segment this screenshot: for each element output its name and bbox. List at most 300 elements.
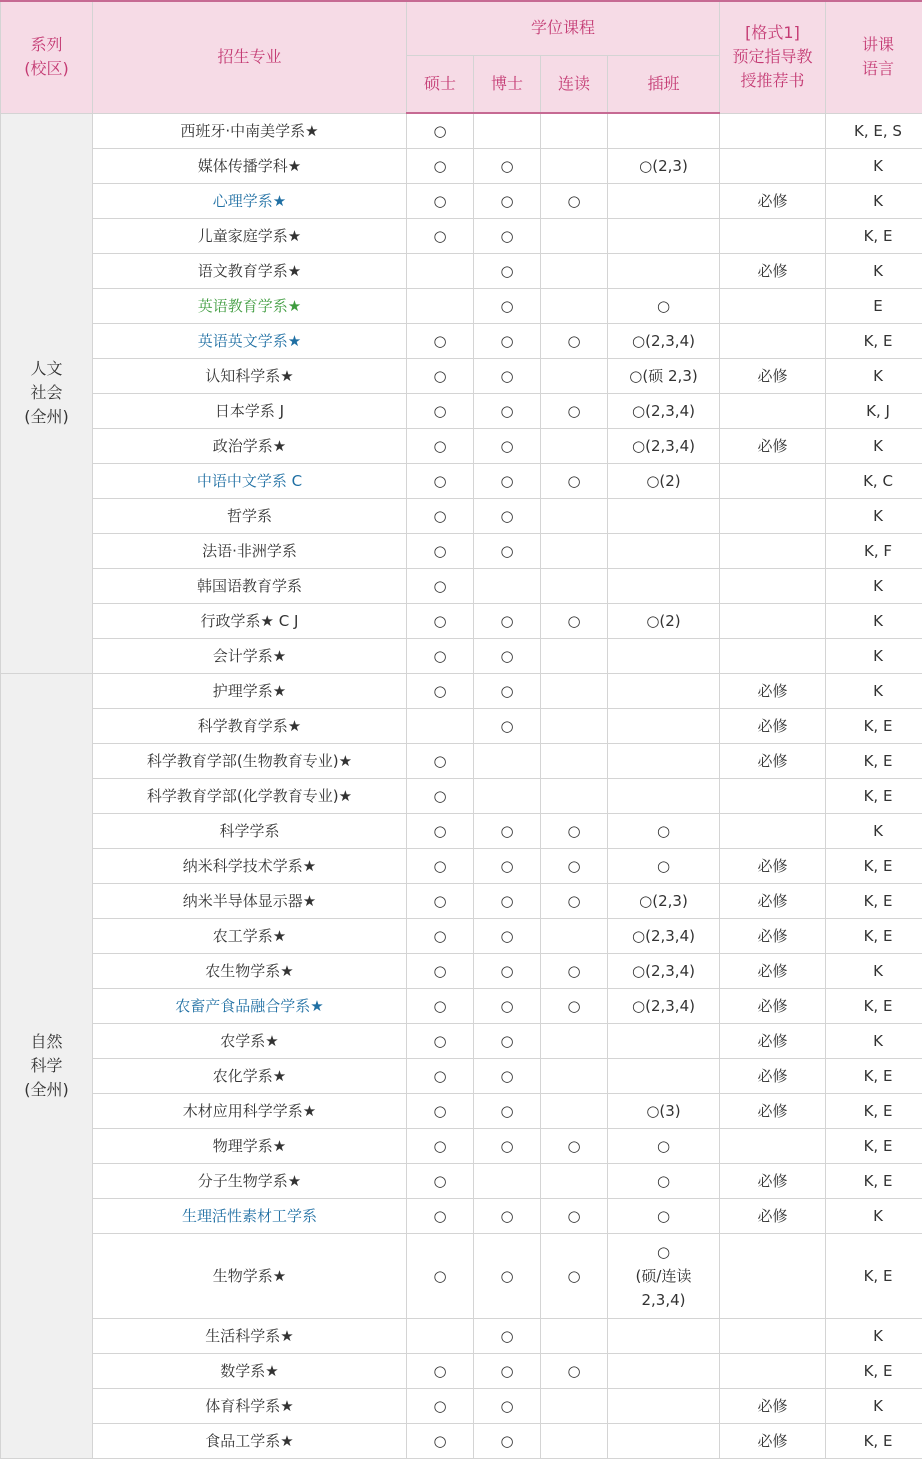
cell-phd: ○ [474, 218, 541, 253]
table-row [1, 778, 922, 813]
cell-master: ○ [407, 463, 474, 498]
cell-transfer [608, 1318, 720, 1353]
table-row [1, 358, 922, 393]
cell-master [407, 1318, 474, 1353]
cell-combined: ○ [541, 1198, 608, 1233]
major-name: 分子生物学系★ [93, 1163, 407, 1198]
cell-transfer [608, 533, 720, 568]
cell-combined [541, 533, 608, 568]
cell-language: K [826, 1198, 922, 1233]
table-row [1, 1058, 922, 1093]
cell-master [407, 708, 474, 743]
table-row [1, 1128, 922, 1163]
cell-phd: ○ [474, 1023, 541, 1058]
cell-master: ○ [407, 848, 474, 883]
cell-master: ○ [407, 673, 474, 708]
major-name: 纳米半导体显示器★ [93, 883, 407, 918]
cell-advisor [720, 533, 826, 568]
cell-language: K [826, 358, 922, 393]
cell-phd [474, 743, 541, 778]
major-name: 科学教育学系★ [93, 708, 407, 743]
cell-master: ○ [407, 568, 474, 603]
major-name: 中语中文学系 C [93, 463, 407, 498]
cell-language: K, C [826, 463, 922, 498]
cell-combined: ○ [541, 1233, 608, 1318]
cell-transfer: ○ [608, 1128, 720, 1163]
cell-advisor: 必修 [720, 673, 826, 708]
cell-combined: ○ [541, 1128, 608, 1163]
header-major: 招生专业 [93, 1, 407, 113]
cell-language: E [826, 288, 922, 323]
cell-advisor [720, 1318, 826, 1353]
cell-advisor: 必修 [720, 883, 826, 918]
cell-transfer [608, 1388, 720, 1423]
cell-master: ○ [407, 393, 474, 428]
table-row [1, 813, 922, 848]
cell-phd: ○ [474, 393, 541, 428]
cell-transfer: ○(2,3,4) [608, 393, 720, 428]
cell-phd: ○ [474, 1058, 541, 1093]
table-row [1, 918, 922, 953]
cell-master: ○ [407, 428, 474, 463]
major-name: 行政学系★ C J [93, 603, 407, 638]
cell-combined [541, 568, 608, 603]
cell-language: K, E [826, 218, 922, 253]
table-row [1, 638, 922, 673]
cell-combined [541, 218, 608, 253]
group-label-line: 人文 [1, 357, 92, 381]
cell-language: K, E [826, 1128, 922, 1163]
cell-transfer [608, 673, 720, 708]
cell-transfer: ○ [608, 1198, 720, 1233]
cell-master: ○ [407, 533, 474, 568]
cell-language: K [826, 253, 922, 288]
cell-transfer [608, 498, 720, 533]
cell-language: K, J [826, 393, 922, 428]
cell-phd: ○ [474, 1198, 541, 1233]
cell-language: K, E, S [826, 113, 922, 148]
table-row [1, 218, 922, 253]
cell-master: ○ [407, 218, 474, 253]
header-master: 硕士 [407, 55, 474, 113]
table-row [1, 463, 922, 498]
major-name: 护理学系★ [93, 673, 407, 708]
cell-phd: ○ [474, 1128, 541, 1163]
cell-combined [541, 1023, 608, 1058]
cell-transfer: ○(2,3,4) [608, 428, 720, 463]
table-row [1, 1198, 922, 1233]
table-row [1, 253, 922, 288]
major-name: 儿童家庭学系★ [93, 218, 407, 253]
cell-master: ○ [407, 988, 474, 1023]
cell-language: K, E [826, 988, 922, 1023]
cell-transfer [608, 1023, 720, 1058]
table-row [1, 533, 922, 568]
cell-transfer [608, 183, 720, 218]
table-row [1, 1023, 922, 1058]
cell-advisor: 必修 [720, 1163, 826, 1198]
cell-advisor: 必修 [720, 428, 826, 463]
cell-combined [541, 1318, 608, 1353]
cell-language: K [826, 428, 922, 463]
cell-language: K [826, 183, 922, 218]
cell-advisor [720, 1353, 826, 1388]
header-advisor [720, 1, 826, 113]
cell-phd: ○ [474, 848, 541, 883]
cell-transfer [608, 1353, 720, 1388]
major-name: 语文教育学系★ [93, 253, 407, 288]
cell-combined [541, 288, 608, 323]
cell-transfer [608, 778, 720, 813]
cell-language: K, E [826, 1353, 922, 1388]
cell-phd: ○ [474, 603, 541, 638]
cell-language: K [826, 1023, 922, 1058]
major-name: 认知科学系★ [93, 358, 407, 393]
cell-language: K, E [826, 918, 922, 953]
cell-advisor: 必修 [720, 183, 826, 218]
cell-transfer: ○(2,3,4) [608, 323, 720, 358]
group-label-line: 自然 [1, 1030, 92, 1054]
header-degree-group: 学位课程 [407, 1, 720, 55]
major-name: 法语·非洲学系 [93, 533, 407, 568]
cell-transfer: ○ [608, 1163, 720, 1198]
cell-combined [541, 358, 608, 393]
table-row [1, 1093, 922, 1128]
cell-master [407, 253, 474, 288]
cell-master: ○ [407, 918, 474, 953]
cell-phd: ○ [474, 708, 541, 743]
table-row [1, 568, 922, 603]
table-row [1, 428, 922, 463]
cell-language: K, E [826, 708, 922, 743]
cell-combined [541, 743, 608, 778]
cell-master: ○ [407, 148, 474, 183]
cell-transfer [608, 568, 720, 603]
cell-combined [541, 1388, 608, 1423]
cell-phd: ○ [474, 1353, 541, 1388]
table-body [1, 113, 922, 1458]
cell-combined: ○ [541, 953, 608, 988]
cell-language: K, E [826, 778, 922, 813]
cell-advisor: 必修 [720, 708, 826, 743]
cell-advisor [720, 113, 826, 148]
header-language-line: 讲课 [826, 33, 922, 57]
cell-master: ○ [407, 1093, 474, 1128]
cell-advisor [720, 323, 826, 358]
cell-advisor: 必修 [720, 953, 826, 988]
cell-combined: ○ [541, 323, 608, 358]
table-row [1, 953, 922, 988]
cell-combined: ○ [541, 183, 608, 218]
table-row [1, 673, 922, 708]
cell-transfer [608, 113, 720, 148]
cell-phd: ○ [474, 288, 541, 323]
cell-combined [541, 1163, 608, 1198]
cell-line: 2,3,4) [608, 1288, 719, 1312]
cell-phd: ○ [474, 183, 541, 218]
cell-phd [474, 113, 541, 148]
major-name: 英语教育学系★ [93, 288, 407, 323]
cell-master: ○ [407, 638, 474, 673]
cell-phd: ○ [474, 1093, 541, 1128]
cell-combined: ○ [541, 603, 608, 638]
major-name: 生物学系★ [93, 1233, 407, 1318]
cell-transfer: ○(2,3,4) [608, 953, 720, 988]
cell-advisor [720, 778, 826, 813]
cell-phd: ○ [474, 638, 541, 673]
cell-language: K, F [826, 533, 922, 568]
cell-combined: ○ [541, 393, 608, 428]
cell-master: ○ [407, 358, 474, 393]
cell-combined [541, 148, 608, 183]
cell-master: ○ [407, 953, 474, 988]
cell-transfer: ○ [608, 288, 720, 323]
cell-combined [541, 498, 608, 533]
cell-transfer [608, 253, 720, 288]
major-name: 西班牙·中南美学系★ [93, 113, 407, 148]
cell-advisor: 必修 [720, 743, 826, 778]
cell-language: K, E [826, 1233, 922, 1318]
major-name: 生活科学系★ [93, 1318, 407, 1353]
major-name: 韩国语教育学系 [93, 568, 407, 603]
cell-language: K, E [826, 883, 922, 918]
cell-language: K [826, 498, 922, 533]
cell-advisor [720, 638, 826, 673]
cell-combined [541, 918, 608, 953]
cell-language: K [826, 148, 922, 183]
cell-master: ○ [407, 813, 474, 848]
major-name: 哲学系 [93, 498, 407, 533]
cell-transfer: ○ [608, 813, 720, 848]
major-name: 纳米科学技术学系★ [93, 848, 407, 883]
cell-language: K [826, 568, 922, 603]
cell-combined [541, 778, 608, 813]
cell-transfer: ○(2,3) [608, 148, 720, 183]
cell-language: K, E [826, 743, 922, 778]
cell-phd: ○ [474, 953, 541, 988]
cell-line: (硕/连读 [608, 1264, 719, 1288]
cell-phd: ○ [474, 1388, 541, 1423]
cell-phd [474, 568, 541, 603]
cell-combined: ○ [541, 1353, 608, 1388]
cell-transfer: ○ [608, 848, 720, 883]
table-row [1, 1318, 922, 1353]
cell-advisor [720, 393, 826, 428]
cell-advisor: 必修 [720, 1198, 826, 1233]
cell-phd: ○ [474, 533, 541, 568]
cell-master: ○ [407, 1128, 474, 1163]
table-row [1, 988, 922, 1023]
cell-combined: ○ [541, 848, 608, 883]
cell-combined [541, 673, 608, 708]
cell-advisor [720, 568, 826, 603]
group-label [1, 113, 93, 673]
cell-transfer: ○(硕 2,3) [608, 358, 720, 393]
cell-master: ○ [407, 113, 474, 148]
major-name: 农生物学系★ [93, 953, 407, 988]
header-series [1, 1, 93, 113]
major-name: 会计学系★ [93, 638, 407, 673]
major-name: 木材应用科学学系★ [93, 1093, 407, 1128]
table-row [1, 498, 922, 533]
cell-transfer [608, 708, 720, 743]
cell-advisor: 必修 [720, 848, 826, 883]
cell-language: K, E [826, 1093, 922, 1128]
table-row [1, 883, 922, 918]
cell-advisor [720, 463, 826, 498]
cell-phd [474, 1163, 541, 1198]
major-name: 科学教育学部(生物教育专业)★ [93, 743, 407, 778]
cell-phd: ○ [474, 673, 541, 708]
cell-phd: ○ [474, 918, 541, 953]
cell-combined [541, 113, 608, 148]
cell-language: K [826, 1318, 922, 1353]
cell-combined [541, 638, 608, 673]
cell-phd: ○ [474, 253, 541, 288]
header-series-line: (校区) [1, 57, 92, 81]
cell-phd: ○ [474, 148, 541, 183]
cell-advisor [720, 218, 826, 253]
cell-advisor [720, 498, 826, 533]
cell-transfer [608, 743, 720, 778]
cell-language: K, E [826, 1163, 922, 1198]
group-label-line: (全州) [1, 405, 92, 429]
table-row [1, 603, 922, 638]
cell-phd: ○ [474, 1423, 541, 1458]
table-row [1, 288, 922, 323]
table-row [1, 1163, 922, 1198]
table-row [1, 183, 922, 218]
cell-advisor: 必修 [720, 1058, 826, 1093]
cell-language: K, E [826, 1058, 922, 1093]
major-name: 农学系★ [93, 1023, 407, 1058]
cell-language: K, E [826, 1423, 922, 1458]
major-name: 科学教育学部(化学教育专业)★ [93, 778, 407, 813]
cell-master: ○ [407, 183, 474, 218]
cell-combined: ○ [541, 883, 608, 918]
header-advisor-line: [格式1] [720, 21, 825, 45]
major-name: 科学学系 [93, 813, 407, 848]
cell-advisor: 必修 [720, 988, 826, 1023]
cell-master [407, 288, 474, 323]
table-row [1, 848, 922, 883]
cell-advisor [720, 288, 826, 323]
cell-language: K [826, 953, 922, 988]
cell-master: ○ [407, 1388, 474, 1423]
table-row [1, 743, 922, 778]
cell-combined [541, 428, 608, 463]
cell-line: ○ [608, 1240, 719, 1264]
cell-phd: ○ [474, 883, 541, 918]
header-combined: 连读 [541, 55, 608, 113]
major-name: 数学系★ [93, 1353, 407, 1388]
cell-advisor: 必修 [720, 1423, 826, 1458]
cell-combined [541, 1093, 608, 1128]
cell-language: K, E [826, 848, 922, 883]
header-language [826, 1, 922, 113]
cell-phd: ○ [474, 498, 541, 533]
cell-transfer: ○(2,3,4) [608, 918, 720, 953]
cell-advisor: 必修 [720, 358, 826, 393]
cell-advisor: 必修 [720, 918, 826, 953]
group-label-line: 科学 [1, 1054, 92, 1078]
table-row [1, 1423, 922, 1458]
cell-master: ○ [407, 1423, 474, 1458]
cell-language: K [826, 603, 922, 638]
major-name: 物理学系★ [93, 1128, 407, 1163]
cell-transfer: ○(2,3) [608, 883, 720, 918]
group-label-line: 社会 [1, 381, 92, 405]
table-row [1, 393, 922, 428]
table-row [1, 323, 922, 358]
major-name: 心理学系★ [93, 183, 407, 218]
header-phd: 博士 [474, 55, 541, 113]
cell-master: ○ [407, 1058, 474, 1093]
cell-advisor [720, 1128, 826, 1163]
major-name: 农畜产食品融合学系★ [93, 988, 407, 1023]
group-label-line: (全州) [1, 1078, 92, 1102]
group-label [1, 673, 93, 1458]
cell-transfer [608, 1423, 720, 1458]
cell-language: K [826, 638, 922, 673]
cell-transfer: ○(2) [608, 603, 720, 638]
cell-advisor: 必修 [720, 1093, 826, 1128]
cell-master: ○ [407, 1198, 474, 1233]
cell-language: K, E [826, 323, 922, 358]
cell-master: ○ [407, 1163, 474, 1198]
cell-combined [541, 1058, 608, 1093]
major-name: 食品工学系★ [93, 1423, 407, 1458]
cell-combined: ○ [541, 813, 608, 848]
cell-advisor [720, 813, 826, 848]
cell-phd: ○ [474, 813, 541, 848]
major-name: 日本学系 J [93, 393, 407, 428]
major-name: 农化学系★ [93, 1058, 407, 1093]
cell-master: ○ [407, 778, 474, 813]
cell-master: ○ [407, 498, 474, 533]
header-language-line: 语言 [826, 57, 922, 81]
cell-transfer [608, 638, 720, 673]
cell-advisor: 必修 [720, 1023, 826, 1058]
header-advisor-line: 授推荐书 [720, 69, 825, 93]
cell-phd: ○ [474, 323, 541, 358]
major-name: 体育科学系★ [93, 1388, 407, 1423]
cell-master: ○ [407, 603, 474, 638]
cell-phd: ○ [474, 428, 541, 463]
header-transfer: 插班 [608, 55, 720, 113]
cell-phd: ○ [474, 988, 541, 1023]
major-name: 生理活性素材工学系 [93, 1198, 407, 1233]
cell-transfer: ○(3) [608, 1093, 720, 1128]
cell-master: ○ [407, 1023, 474, 1058]
cell-advisor [720, 148, 826, 183]
cell-phd: ○ [474, 1318, 541, 1353]
cell-master: ○ [407, 1353, 474, 1388]
cell-advisor [720, 1233, 826, 1318]
cell-advisor: 必修 [720, 1388, 826, 1423]
cell-phd [474, 778, 541, 813]
cell-combined [541, 1423, 608, 1458]
cell-master: ○ [407, 1233, 474, 1318]
table-row [1, 1233, 922, 1318]
major-name: 政治学系★ [93, 428, 407, 463]
table-row [1, 1353, 922, 1388]
major-name: 媒体传播学科★ [93, 148, 407, 183]
cell-combined [541, 708, 608, 743]
table-row [1, 708, 922, 743]
cell-master: ○ [407, 743, 474, 778]
major-name: 英语英文学系★ [93, 323, 407, 358]
